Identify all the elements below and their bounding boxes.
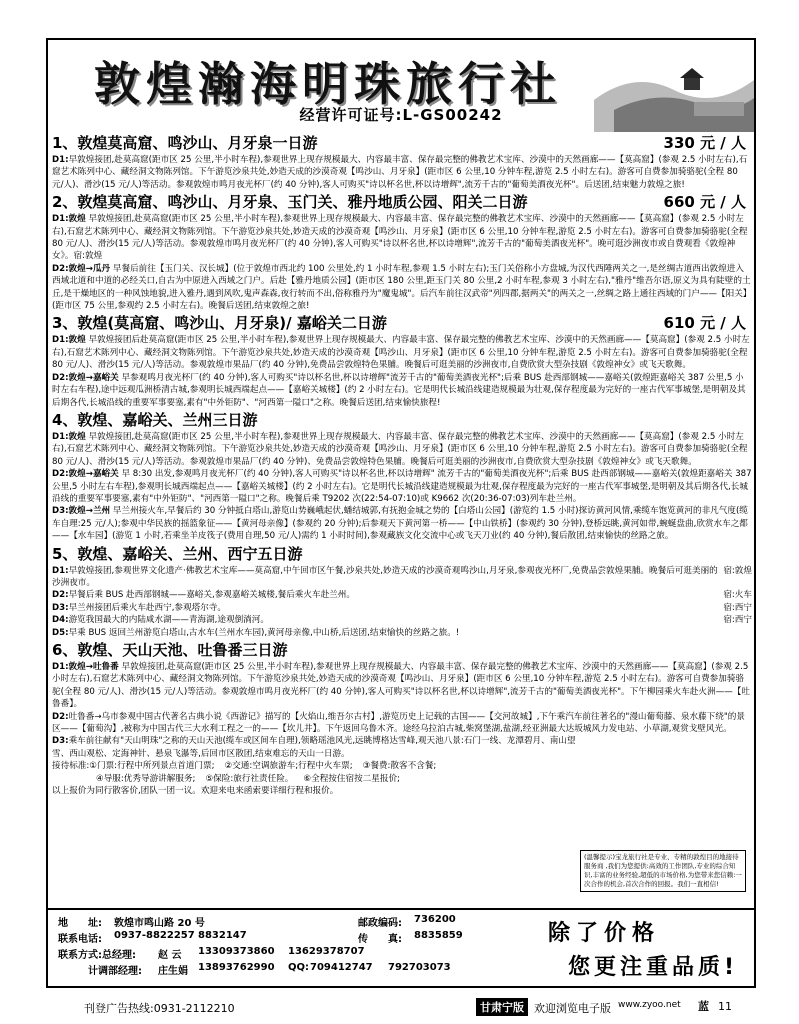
day-item: 宿:西宁 D3:早兰州接团后乘火车赴西宁,参观塔尔寺。 [52,602,752,613]
route-3 [52,312,752,408]
route-header [52,132,752,154]
day-item: D2:敦煌→嘉峪关 早参观鸣月夜光杯厂(约 40 分钟),客人可购买"诗以杯名世,杯以诗增辉"流芳千古的"葡萄美酒夜光杯";后乘 BUS 赴西部钢城——嘉峪关(敦煌距嘉峪关 387 公里,5 小时左右车程),途中远观瓜洲桥清古城,参观明长城西端起点——【嘉峪关城楼】(约 2 小时左右)。它是明代长城沿线建造规模最为壮观,保存程度最为完好的一座古代军事城堡,是明朝及其后期各代,长城沿线的重要军事要塞,素有"中外钜防"、"河西第一隘口"之称。晚餐后送团,结束愉快旅程! [52,372,746,408]
day-item: D3:乘车前往献有"天山明珠"之称的天山天池(缆车或区间车自理),领略瑶池风光,远眺博格达雪峰,观天池八景:石门一线、龙潭碧月、南山望雪、西山观松、定海神针、悬泉飞瀑等,后回市区散团,结束难忘的天山一日游。 [52,736,576,759]
day-item: 宿:敦煌 D1:早敦煌接团,参观世界文化遗产·佛教艺术宝库——莫高窟,中午回市区午餐,沙泉共处,妙造天成的沙漠奇观鸣沙山,月牙泉,参观夜光杯厂,免费品尝敦煌果脯。晚餐后可逛美丽的沙洲夜市。 [52,565,752,588]
route-4 [52,409,752,543]
day-item: D3:敦煌→兰州 早兰州接火车,早餐后约 30 分钟抵白塔山,游览山势巍峨起伏,蟠结城郭,有抚抱金城之势的【白塔山公园】(游览约 1.5 小时)探访黄河风情,乘缆车饱览黄河的非凡气度(缆车自理:25 元/人);参观中华民族的摇篮象征——【黄河母亲像】(参观约 20 分钟);后参观天下黄河第一桥——【中山铁桥】(参观约 30 分钟),登桥远眺,黄河如带,蜿蜒盘曲,欣赏水车之都——【水车园】(游览 1 小时,若乘坐羊皮筏子(费用自理,50 元/人)需约 1 小时时间),参观藏族文化交流中心或飞天刀业(约 40 分钟),餐后散团,结束愉快的丝路之旅。 [52,506,748,542]
route-header [52,543,752,565]
route-title: 3、敦煌(莫高窟、鸣沙山、月牙泉)/ 嘉峪关二日游 [52,314,387,333]
day-item: D1:敦煌→吐鲁番 早敦煌接团,赴莫高窟(距市区 25 公里,半小时车程),参观世界上现存规模最大、内容最丰富、保存最完整的佛教艺术宝库、沙漠中的天然画廊——【莫高窟】(参观 2.5 小时左右),石窟艺术陈列中心、藏经洞文物陈列馆。下午游览沙泉共处,妙造天成的沙漠奇观【鸣沙山、月牙泉】(距市区 6 公里,10 分钟车程,游览 2.5 小时左右)。游客可自费参加骑骆驼(全程 80 元/人)、滑沙(15 元/人)等活动。参观敦煌市鸣月夜光杯厂(约 40 分钟),客人可购买"诗以杯名世,杯以诗增辉",流芳千古的"葡萄美酒夜光杯"。下午柳园乘火车赴火洲——【吐鲁番】。 [52,662,750,710]
day-item: D2:吐鲁番→乌市参观中国古代著名古典小说《西游记》描写的【火焰山,维吾尔古村】,游览历史上记载的古国——【交河故城】,下午乘汽车前往著名的"漫山葡萄藤、泉水藤下绕"的景区——【葡萄沟】,被称为中国古代三大水利工程之一的——【坎儿井】。下午返回乌鲁木齐。途经乌拉泊古城,柴窝堡湖,盐湖,经亚洲最大达坂城风力发电站、小草湖,观赏戈壁风光。 [52,711,745,735]
day-item: 宿:火车 D2:早餐后乘 BUS 赴西部钢城——嘉峪关,参观嘉峪关城楼,餐后乘火车赴兰州。 [52,590,752,601]
route-header [52,191,752,213]
route-price: 610 元 / 人 [663,314,746,333]
contact-info: 地 址: 敦煌市鸣山路 20 号 邮政编码: 736200 联系电话: 0937-8822257 8832147 传 真: 8835859 联系方式:总经理: 赵 云 13309373860 13629378707 计调部经理: 庄生娟 13893762990 QQ: 709412747 792703073 除了价格 您更注重品质! [48,908,754,988]
route-5 [52,543,752,639]
slogan-line-2: 您更注重品质! [568,955,739,980]
day-item: D1:敦煌 早敦煌接团后赴莫高窟(距市区 25 公里,半小时车程),参观世界上现存规模最大、内容最丰富、保存最完整的佛教艺术宝库、沙漠中的天然画廊——【莫高窟】(参观 2.5 小时左右),石窟艺术陈列中心、藏经洞文物陈列馆。下午游览沙泉共处,妙造天成的沙漠奇观【鸣沙山、月牙泉】(距市区 6 公里,10 分钟车程,游览 2.5 小时左右)。游客可自费参加骑骆驼(全程 80 元/人)、滑沙(15 元/人)等活动。参观敦煌市果品厂(约 40 分钟),免费品尝敦煌特色果脯。晚餐后可逛美丽的沙洲夜市,自费欣赏大型杂技剧《敦煌神女》或飞天歌舞。 [52,335,750,371]
route-1 [52,132,752,191]
route-title: 4、敦煌、嘉峪关、兰州三日游 [52,410,258,429]
page-color-label: 蓝 [698,1000,709,1013]
promo-note-box: (温馨提示)宝龙旅行社是专业、专精的敦煌目的地接待服务商 ,我们为您提供:高效的工作团队,专业的综合知识,丰富的业务经验,超低的市场价格,为您带来您信赖:一次合作的机会,首次合作的回报。我们一直相信! [580,850,746,892]
route-title: 2、敦煌莫高窟、鸣沙山、月牙泉、玉门关、雅丹地质公园、阳关二日游 [52,193,528,212]
day-item: D2:敦煌→瓜丹 早餐后前往【玉门关、汉长城】(位于敦煌市西北约 100 公里处,约 1 小时车程,参观 1.5 小时左右);玉门关俗称小方盘城,为汉代西陲两关之一,是丝绸古道西出敦煌进入西域北道和中道的必经关口,自古为中原进入西域之门户。后赴【雅丹地质公园】(距市区 180 公里,距玉门关 80 公里,2 小时车程,参观 3 小时左右),"雅丹"维吾尔语,原义为具有陡壁的土丘,是干燥地区的一种风蚀地貌,进入雅丹,遇到风吹,鬼声森森,夜行转而不出,俗称雅丹为"魔鬼城"。后汽车前往汉武帝"列四郡,据两关"的两关之一,丝绸之路上通往西域的门户——【阳关】(距市区 75 公里,参观约 2.5 小时左右)。晚餐后送团,结束敦煌之旅! [52,263,752,312]
welcome-text: 欢迎浏览电子版 [534,1002,611,1015]
page-frame [46,38,756,988]
agency-logo-title: 敦煌瀚海明珠旅行社 [94,57,562,111]
day-item: D1:敦煌 早敦煌接团,赴莫高窟(距市区 25 公里,半小时车程),参观世界上现存规模最大、内容最丰富、保存最完整的佛教艺术宝库、沙漠中的天然画廊——【莫高窟】(参观 2.5 小时左右),石窟艺术陈列中心、藏经洞文物陈列馆。下午游览沙泉共处,妙造天成的沙漠奇观【鸣沙山、月牙泉】(距市区 6 公里,10 分钟车程,游览 2.5 小时左右)。游客可自费参加骑骆驼(全程 80 元/人)、滑沙(15 元/人)等活动。参观敦煌市果品厂(约 40 分钟)、免费品尝敦煌特色果脯。晚餐后可逛美丽的沙洲夜市,自费欣赏大型杂技剧《敦煌神女》或飞天歌舞。 [52,431,748,467]
page-footer [46,996,756,1018]
edition-badge: 甘肃宁版 [476,998,528,1016]
service-standards: 接待标准:①门票:行程中所列景点首道门票; ②交通:空调旅游车;行程中火车票; ③餐费:散客不含餐; ④导服:优秀导游讲解服务; ⑤保险:旅行社责任险。 ⑥全程按住宿按二星报价; 以上报价为同行散客价,团队一团一议。欢迎来电来函索要详细行程和报价。 [52,761,437,797]
route-header [52,639,752,661]
route-header [52,409,752,431]
route-6 [52,639,752,760]
day-item: 宿:西宁 D4:游览我国最大的内陆咸水湖——青海湖,途观倒淌河。 [52,615,752,626]
route-title: 6、敦煌、天山天池、吐鲁番三日游 [52,641,288,659]
header [48,40,754,132]
route-price: 660 元 / 人 [663,193,746,212]
route-price: 330 元 / 人 [663,134,746,152]
day-item: D2:敦煌→嘉峪关 早 8:30 出发,参观鸣月夜光杯厂(约 40 分钟),客人可购买"诗以杯名世,杯以诗增辉" 流芳千古的"葡萄美酒夜光杯";后乘 BUS 赴西部钢城——嘉峪关(敦煌距嘉峪关 387 公里,5 小时左右车程),参观明长城西端起点——【嘉峪关城楼】(约 2 小时左右)。它是明代长城沿线建造规模最为壮观,保存程度最为完好的一座古代军事城堡,是明朝及其后期各代,长城沿线的重要军事要塞,素有"中外钜防"、"河西第一隘口"之称。晚餐后乘 T9202 次(22:54-07:10)或 K9662 次(20:36-07:03)列车赴兰州。 [52,469,752,504]
day-item: D5:早乘 BUS 返回兰州游览白塔山,古水车(兰州水车园),黄河母亲像,中山桥,后送团,结束愉快的丝路之旅。! [52,627,460,638]
routes-list [52,132,752,797]
day-item: D1:早敦煌接团,赴莫高窟(距市区 25 公里,半小时车程),参观世界上现存规模最大、内容最丰富、保存最完整的佛教艺术宝库、沙漠中的天然画廊——【莫高窟】(参观 2.5 小时左右),石窟艺术陈列中心、藏经洞文物陈列馆。下午游览沙泉共处,妙造天成的沙漠奇观【鸣沙山、月牙泉】(距市区 6 公里,10 分钟车程,游览 2.5 小时左右)。游客可自费参加骑骆驼(全程 80 元/人)、滑沙(15 元/人)等活动。参观敦煌市鸣月夜光杯厂(约 40 分钟),客人可购买"诗以杯名世,杯以诗增辉",流芳千古的"葡萄美酒夜光杯"。后送团,结束魅力敦煌之旅! [52,155,748,190]
ad-hotline: 刊登广告热线:0931-2112210 [84,1002,235,1015]
route-title: 1、敦煌莫高窟、鸣沙山、月牙泉一日游 [52,134,318,152]
slogan-line-1: 除了价格 [548,921,661,946]
page-number: 11 [718,1000,732,1013]
license-number: 经营许可证号:L-GS00242 [299,106,503,124]
website-link[interactable]: www.zyoo.net [618,1000,681,1010]
route-title: 5、敦煌、嘉峪关、兰州、西宁五日游 [52,544,303,563]
day-item: D1:敦煌 早敦煌接团,赴莫高窟(距市区 25 公里,半小时车程),参观世界上现存规模最大、内容最丰富、保存最完整的佛教艺术宝库、沙漠中的天然画廊——【莫高窟】(参观 2.5 小时左右),石窟艺术陈列中心、藏经洞文物陈列馆。下午游览沙泉共处,妙造天成的沙漠奇观【鸣沙山、月牙泉】(距市区 6 公里,10 分钟车程,游览 2.5 小时左右)。游客可自费参加骑骆驼(全程 80 元/人)、滑沙(15 元/人)等活动。参观敦煌市鸣月夜光杯厂(约 40 分钟),客人可购买"诗以杯名世,杯以诗增辉",流芳千古的"葡萄美酒夜光杯"。晚可逛沙洲夜市或自费观看《敦煌神女》。宿:敦煌 [52,214,748,262]
route-header [52,312,752,334]
route-2 [52,191,752,312]
